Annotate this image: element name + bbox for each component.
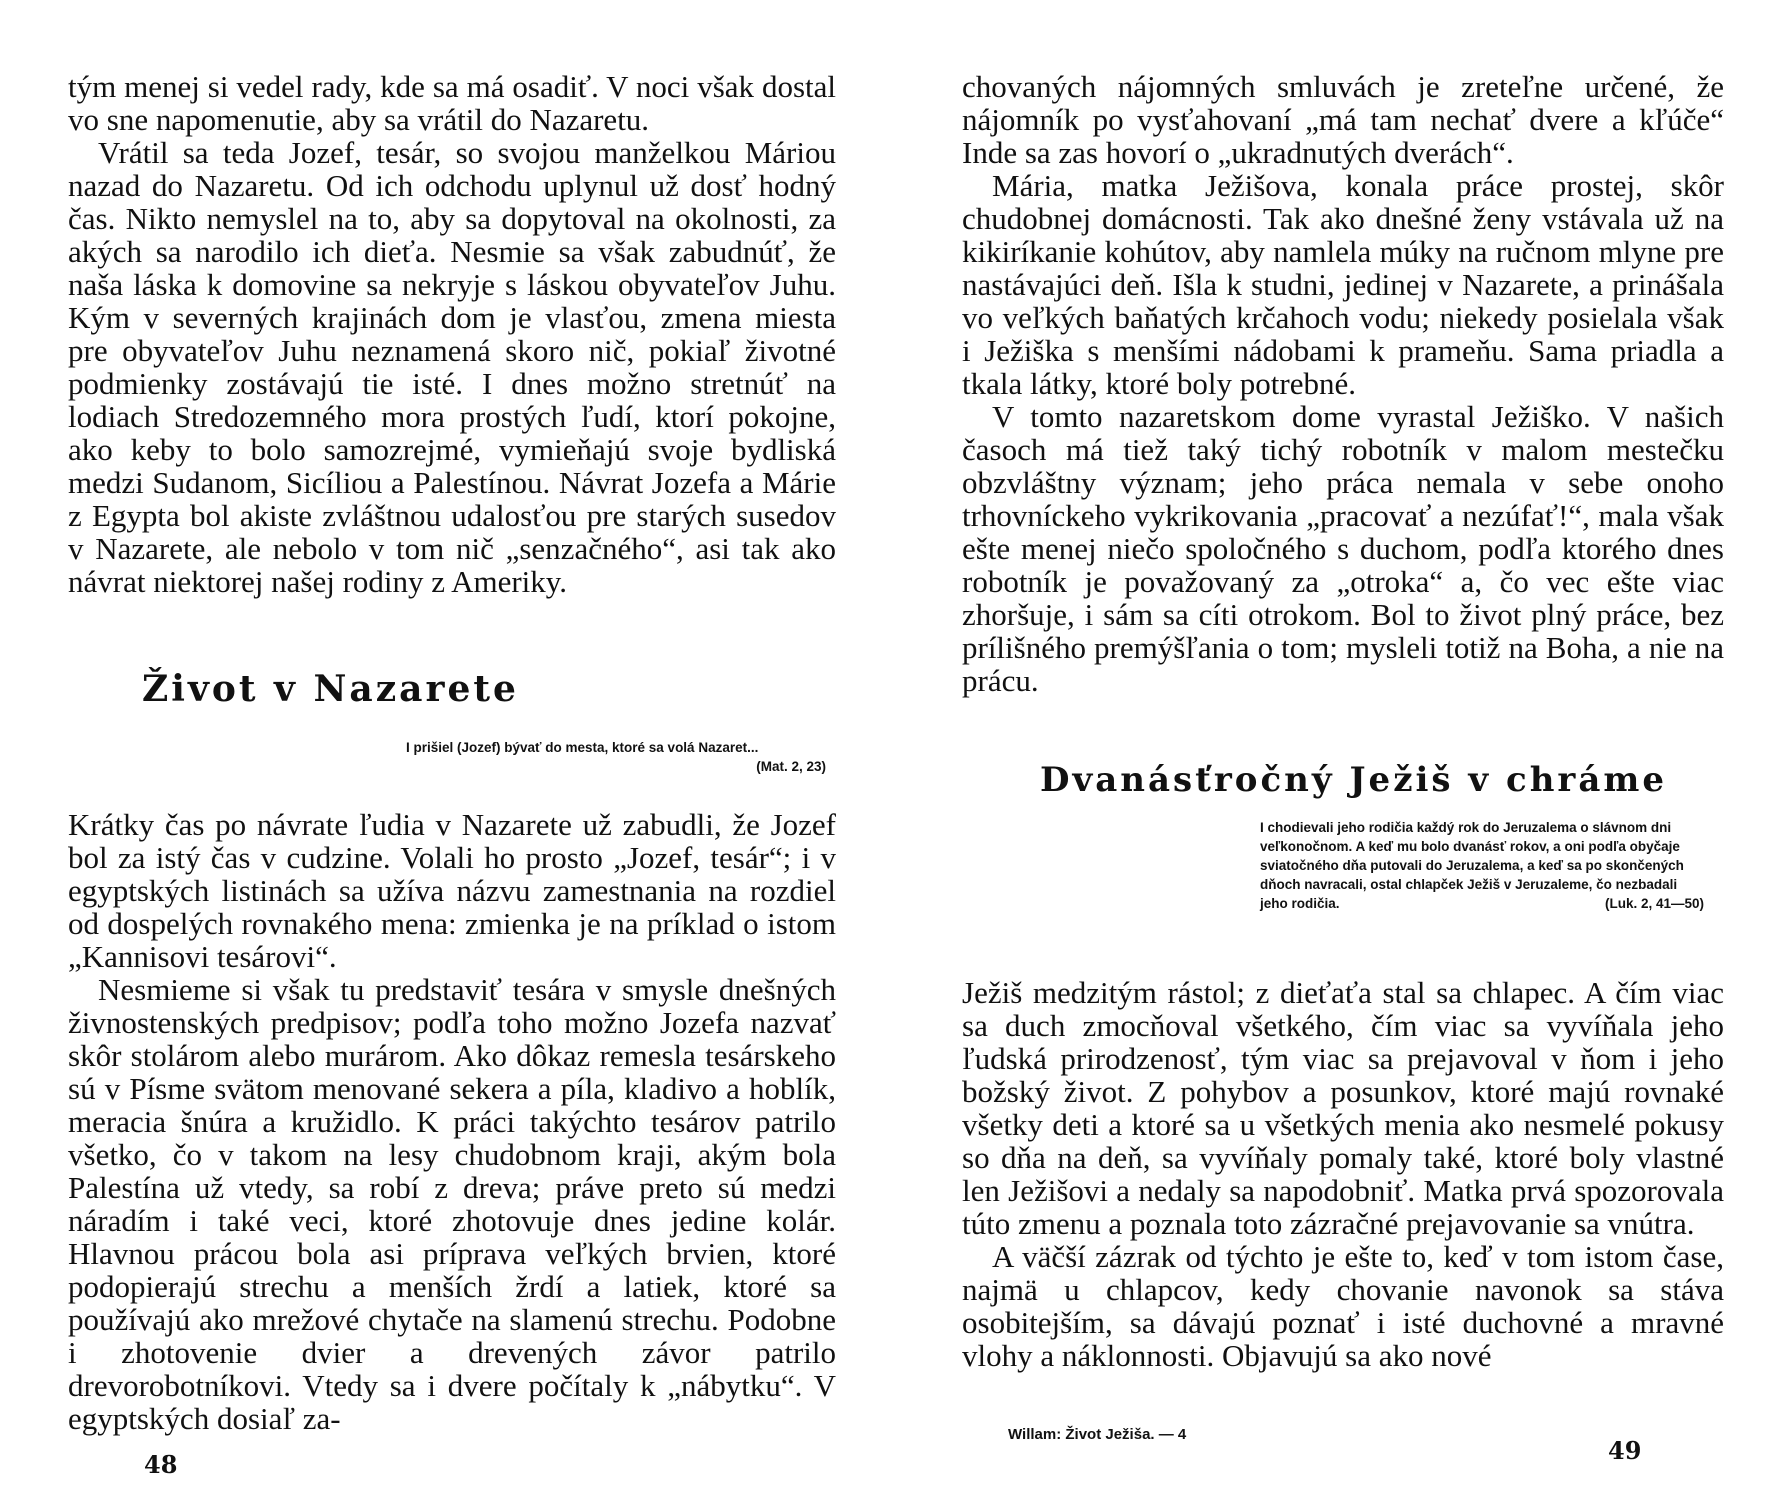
right-top-text (962, 70, 1724, 697)
paragraph: Ježiš medzitým rástol; z dieťaťa stal sa chlapec. A čím viac sa duch zmocňoval všetkého, čím viac sa vyvíňala jeho ľudská prirodzenosť, tým viac sa prejavoval v ňom i jeho božský život. Z pohybov a posunkov, ktoré majú rovnaké všetky deti a ktoré sa u všetkých menia ako nesmelé pokusy so dňa na deň, sa vyvíňaly pomaly také, ktoré boly vlastné len Ježišovi a nedaly sa napodobniť. Matka prvá spozorovala túto zmenu a poznala toto zázračné prejavovanie sa vnútra. (962, 975, 1724, 1241)
chapter-motto (1260, 818, 1704, 913)
paragraph: Mária, matka Ježišova, konala práce prostej, skôr chudobnej domácnosti. Tak ako dnešné ženy vstávala už na kikiríkanie kohútov, aby namlela múky na ručnom mlyne pre nastávajúci deň. Išla k studni, jedinej v Nazarete, a prinášala vo veľkých baňatých krčahoch vodu; niekedy posielala však i Ježiška s menšími nádobami k prameňu. Sama priadla a tkala látky, ktoré boly potrebné. (962, 168, 1724, 401)
right-page (892, 0, 1784, 1500)
left-bottom-text (68, 808, 836, 1435)
motto-reference: (Luk. 2, 41—50) (1604, 896, 1704, 911)
right-bottom-text (962, 976, 1724, 1372)
printer-signature: Willam: Život Ježiša. — 4 (1008, 1426, 1187, 1443)
chapter-motto (406, 738, 826, 776)
paragraph: Nesmieme si však tu predstaviť tesára v smysle dnešných živnostenských predpisov; podľa toho možno Jozefa nazvať skôr stolárom alebo murárom. Ako dôkaz remesla tesárskeho sú v Písme svätom menované sekera a píla, kladivo a hoblík, meracia šnúra a kružidlo. K práci takýchto tesárov patrilo všetko, čo v takom na lesy chudobnom kraji, akým bola Palestína už vtedy, sa robí z dreva; práve preto sú medzi náradím i také veci, ktoré zhotovuje dnes jedine kolár. Hlavnou prácou bola asi príprava veľkých brvien, ktoré podopierajú strechu a menších žrdí a latiek, ktoré sa používajú ako mrežové chytače na slamenú strechu. Podobne i zhotovenie dvier a drevených závor patrilo drevorobotníkovi. Vtedy sa i dvere počítaly k „nábytku“. V egyptských dosiaľ za- (68, 972, 836, 1436)
paragraph: Vrátil sa teda Jozef, tesár, so svojou manželkou Máriou nazad do Nazaretu. Od ich odchodu uplynul už dosť hodný čas. Nikto nemyslel na to, aby sa dopytoval na okolnosti, za akých sa narodilo ich dieťa. Nesmie sa však zabudnúť, že naša láska k domovine sa nekryje s láskou obyvateľov Juhu. Kým v severných krajinách dom je vlasťou, zmena miesta pre obyvateľov Juhu neznamená skoro nič, pokiaľ životné podmienky zostávajú tie isté. I dnes možno stretnúť na lodiach Stredozemného mora prostých ľudí, ktorí pokojne, ako keby to bolo samozrejmé, vymieňajú svoje bydliská medzi Sudanom, Sicíliou a Palestínou. Návrat Jozefa a Márie z Egypta bol akiste zvláštnou udalosťou pre starých susedov v Nazarete, ale nebolo v tom nič „senzačného“, asi tak ako návrat niektorej našej rodiny z Ameriky. (68, 135, 836, 599)
page-number: 49 (1608, 1436, 1642, 1465)
paragraph: V tomto nazaretskom dome vyrastal Ježiško. V našich časoch má tiež taký tichý robotník v malom mestečku obzvláštny význam; jeho práca nemala v sebe onoho trhovníckeho vykrikovania „pracovať a nezúfať!“, mala však ešte menej niečo spoločného s duchom, podľa ktorého dnes robotník je považovaný za „otroka“ a, čo vec ešte viac zhoršuje, i sám sa cíti otrokom. Bol to život plný práce, bez prílišného premýšľania o tom; mysleli totiž na Boha, a nie na prácu. (962, 399, 1724, 698)
paragraph: Krátky čas po návrate ľudia v Nazarete už zabudli, že Jozef bol za istý čas v cudzine. Volali ho prosto „Jozef, tesár“; i v egyptských listinách sa užíva názvu zamestnania na rozdiel od dospelých rovnakého mena: zmienka je na príklad o istom „Kannisovi tesárovi“. (68, 807, 836, 974)
left-top-text (68, 70, 836, 598)
motto-text: I chodievali jeho rodičia každý rok do Jeruzalema o slávnom dni veľkonočnom. A keď mu bolo dvanásť rokov, a oni podľa obyčaje sviatočného dňa putovali do Jeruzalema, a keď sa po skončených dňoch navracali, ostal chlapček Ježiš v Jeruzaleme, čo nezbadali jeho rodičia. (1260, 820, 1684, 911)
motto-reference: (Mat. 2, 23) (756, 759, 826, 774)
paragraph: chovaných nájomných smluvách je zreteľne určené, že nájomník po vysťahovaní „má tam nechať dvere a kľúče“ Inde sa zas hovorí o „ukradnutých dverách“. (962, 69, 1724, 170)
chapter-heading: Život v Nazarete (142, 668, 519, 710)
paragraph: A väčší zázrak od týchto je ešte to, keď v tom istom čase, najmä u chlapcov, kedy chovanie navonok sa stáva osobitejším, sa dávajú poznať i isté duchovné a mravné vlohy a náklonnosti. Objavujú sa ako nové (962, 1239, 1724, 1373)
page-number: 48 (144, 1450, 178, 1479)
chapter-heading: Dvanásťročný Ježiš v chráme (1040, 760, 1667, 800)
motto-text: I prišiel (Jozef) bývať do mesta, ktoré sa volá Nazaret... (406, 740, 759, 755)
paragraph: tým menej si vedel rady, kde sa má osadiť. V noci však dostal vo sne napomenutie, aby sa vrátil do Nazaretu. (68, 69, 836, 137)
